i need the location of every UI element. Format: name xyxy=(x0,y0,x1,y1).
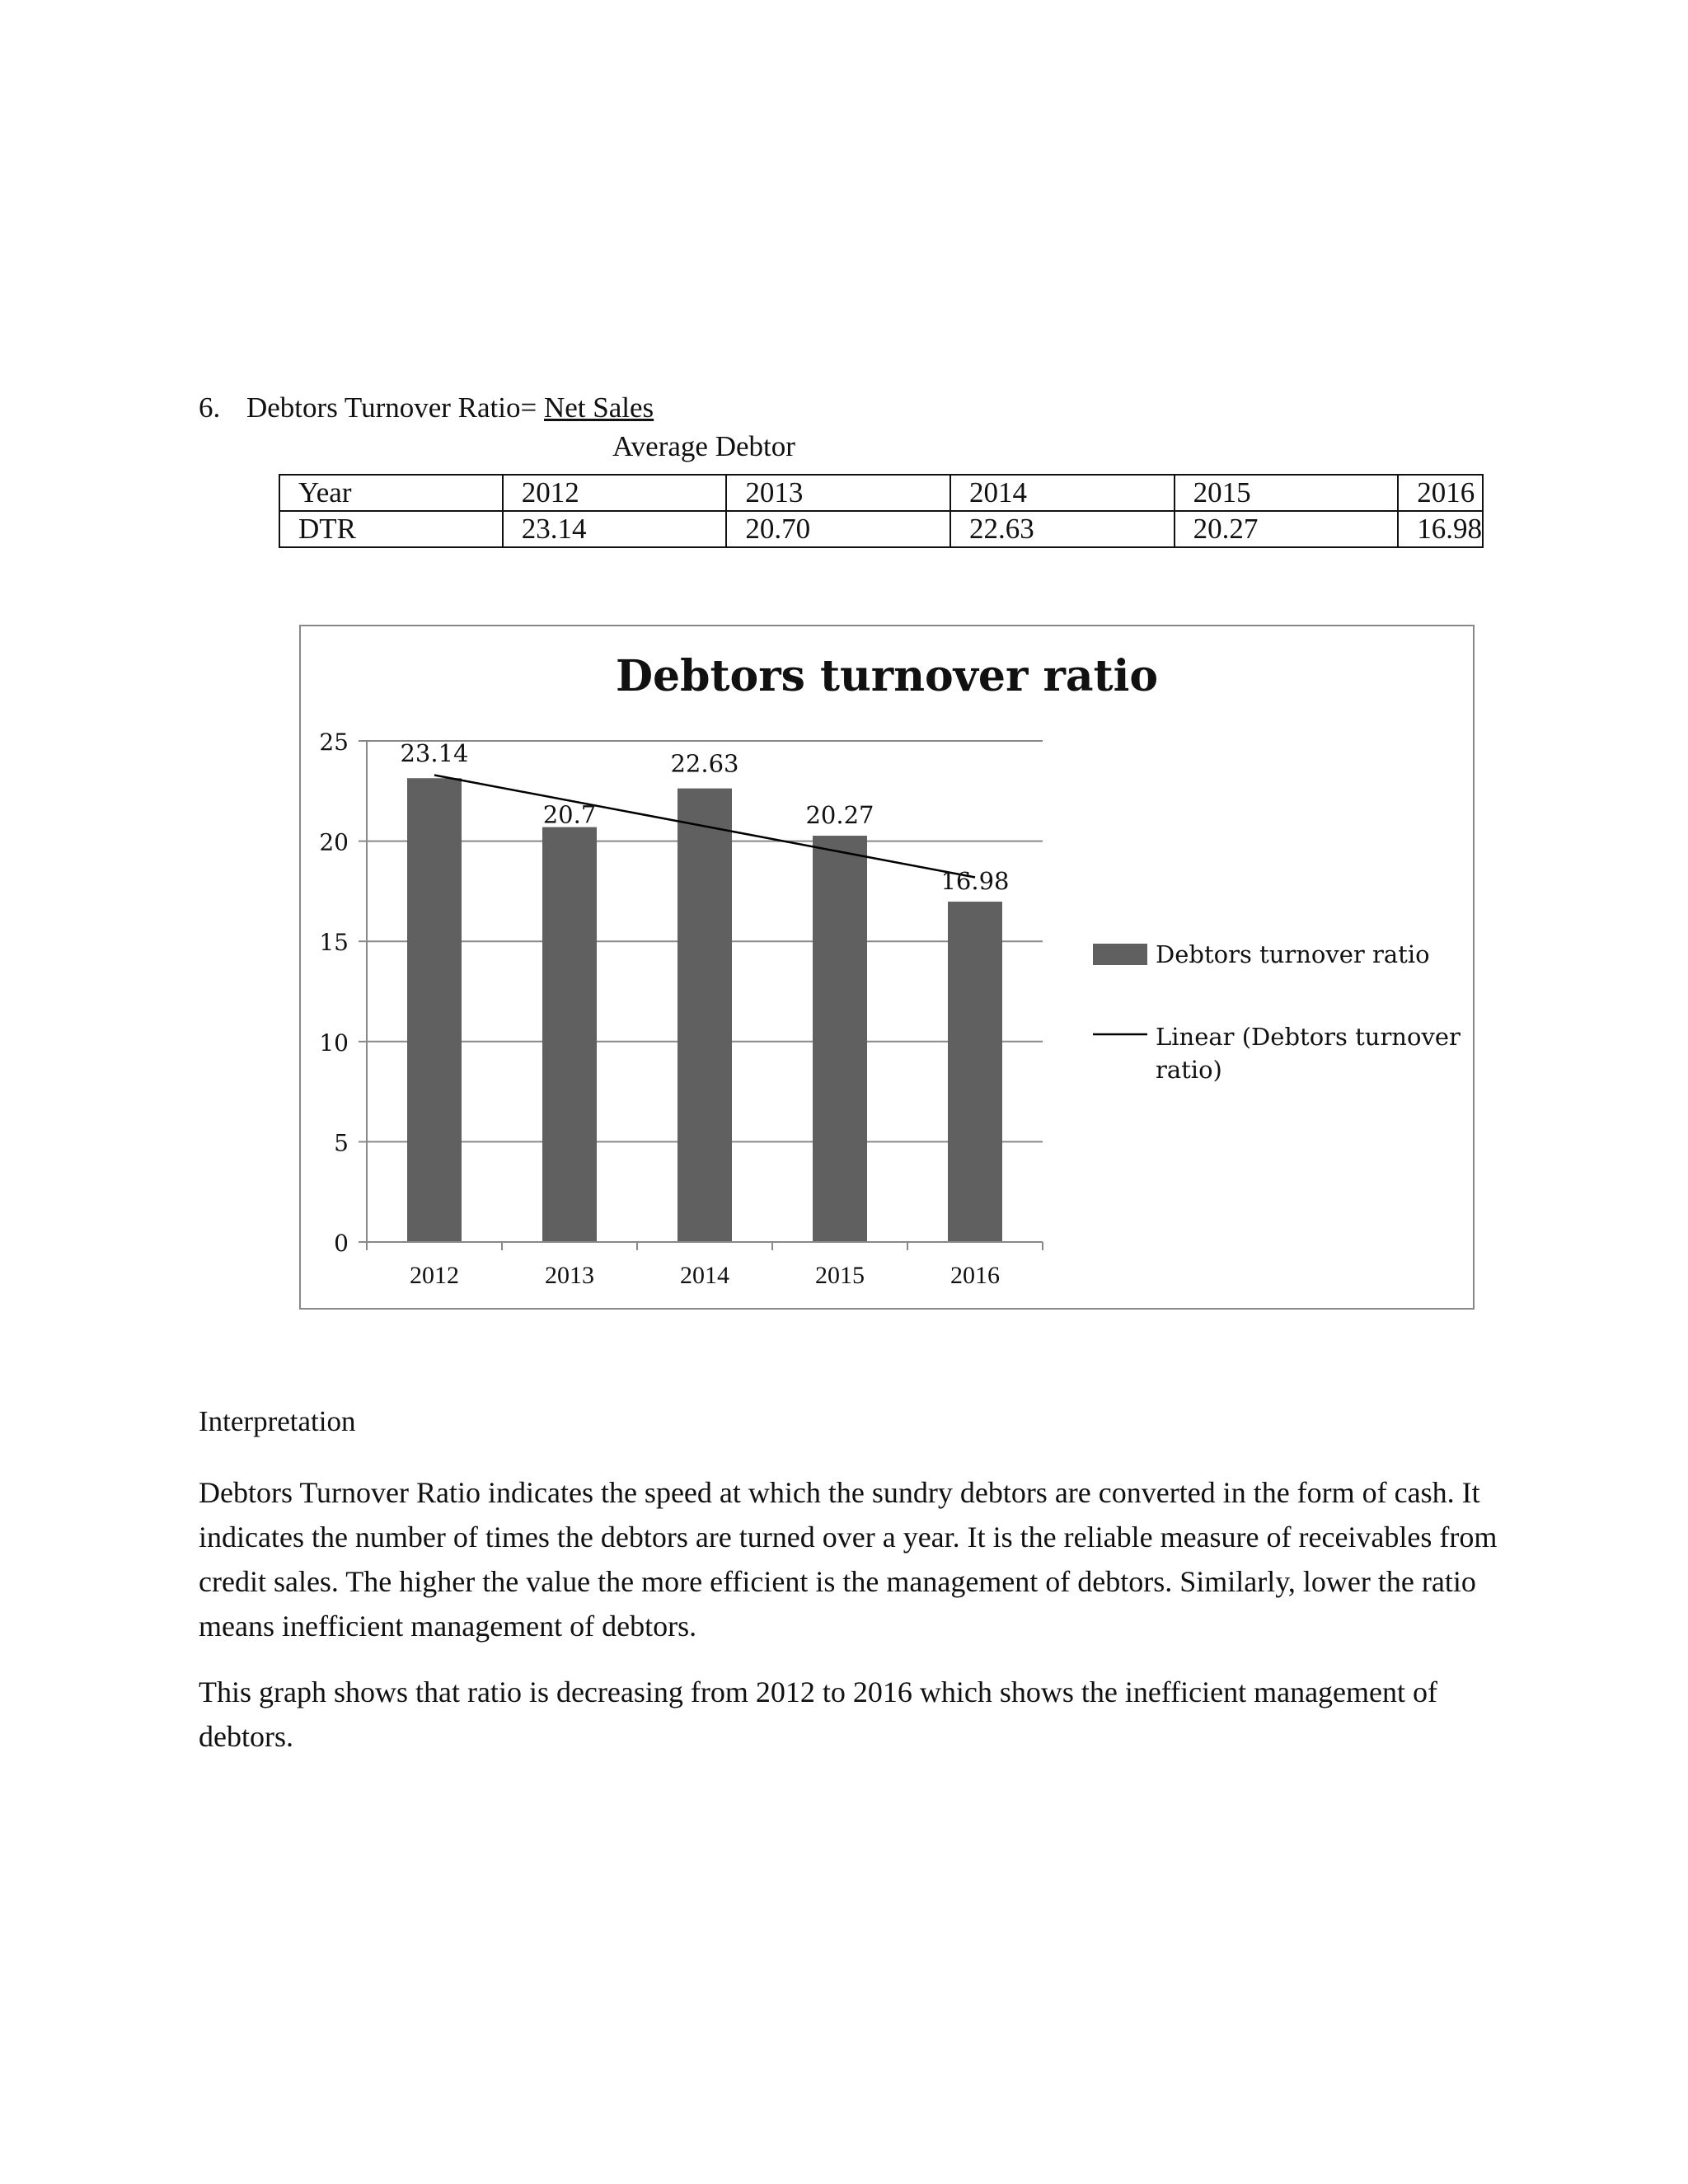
legend-label-bars: Debtors turnover ratio xyxy=(1156,940,1430,968)
x-tick-label: 2013 xyxy=(545,1262,594,1289)
section-number: 6. xyxy=(199,391,221,424)
data-label: 20.7 xyxy=(542,800,597,829)
table-row xyxy=(279,511,1483,547)
formula-heading xyxy=(199,391,654,424)
table-cell: 23.14 xyxy=(503,511,727,547)
table-cell: Year xyxy=(279,475,503,511)
bar xyxy=(948,902,1002,1242)
data-label: 16.98 xyxy=(940,867,1010,896)
bar xyxy=(813,836,867,1242)
interpretation-paragraph: Debtors Turnover Ratio indicates the speed at which the sundry debtors are converted in the form of cash. It indicates the number of times the debtors are turned over a year. It is the reliable measure of receivables from credit sales. The higher the value the more efficient is the management of debtors. Similarly, lower the ratio means inefficient management of debtors. xyxy=(199,1476,1498,1643)
legend-swatch-bars xyxy=(1093,944,1147,965)
table-cell: 2014 xyxy=(950,475,1175,511)
table-cell: 20.27 xyxy=(1175,511,1399,547)
formula-label: Debtors Turnover Ratio= xyxy=(246,391,537,424)
y-tick-label: 10 xyxy=(319,1029,349,1057)
interpretation-title: Interpretation xyxy=(199,1405,356,1437)
table-cell: 2013 xyxy=(726,475,950,511)
table-cell: 20.70 xyxy=(726,511,950,547)
y-tick-label: 25 xyxy=(319,729,349,756)
formula-denominator: Average Debtor xyxy=(612,430,795,462)
bar xyxy=(678,789,732,1242)
data-label: 22.63 xyxy=(670,749,739,778)
y-tick-label: 0 xyxy=(334,1230,349,1257)
x-tick-label: 2014 xyxy=(680,1262,729,1289)
table-cell: 2012 xyxy=(503,475,727,511)
chart-title: Debtors turnover ratio xyxy=(615,651,1159,701)
x-tick-label: 2012 xyxy=(410,1262,459,1289)
bar xyxy=(542,827,597,1242)
y-tick-label: 20 xyxy=(319,828,349,856)
table-cell: DTR xyxy=(279,511,503,547)
table-cell: 2016 xyxy=(1398,475,1483,511)
y-tick-label: 5 xyxy=(334,1129,349,1157)
table-cell: 22.63 xyxy=(950,511,1175,547)
dtr-table xyxy=(279,474,1484,548)
data-label: 23.14 xyxy=(400,739,469,768)
legend-label-trendline: Linear (Debtors turnover ratio) xyxy=(1156,1023,1461,1084)
y-tick-label: 15 xyxy=(319,929,349,957)
bar-chart xyxy=(301,626,1473,1308)
interpretation-paragraph: This graph shows that ratio is decreasing from 2012 to 2016 which shows the inefficient management of debtors. xyxy=(199,1675,1437,1753)
x-tick-label: 2016 xyxy=(950,1262,1000,1289)
bar xyxy=(407,778,462,1242)
table-cell: 16.98 xyxy=(1398,511,1483,547)
formula-numerator: Net Sales xyxy=(544,391,654,424)
table-row xyxy=(279,475,1483,511)
x-tick-label: 2015 xyxy=(815,1262,865,1289)
chart-container xyxy=(299,625,1475,1310)
data-label: 20.27 xyxy=(805,801,874,830)
table-cell: 2015 xyxy=(1175,475,1399,511)
